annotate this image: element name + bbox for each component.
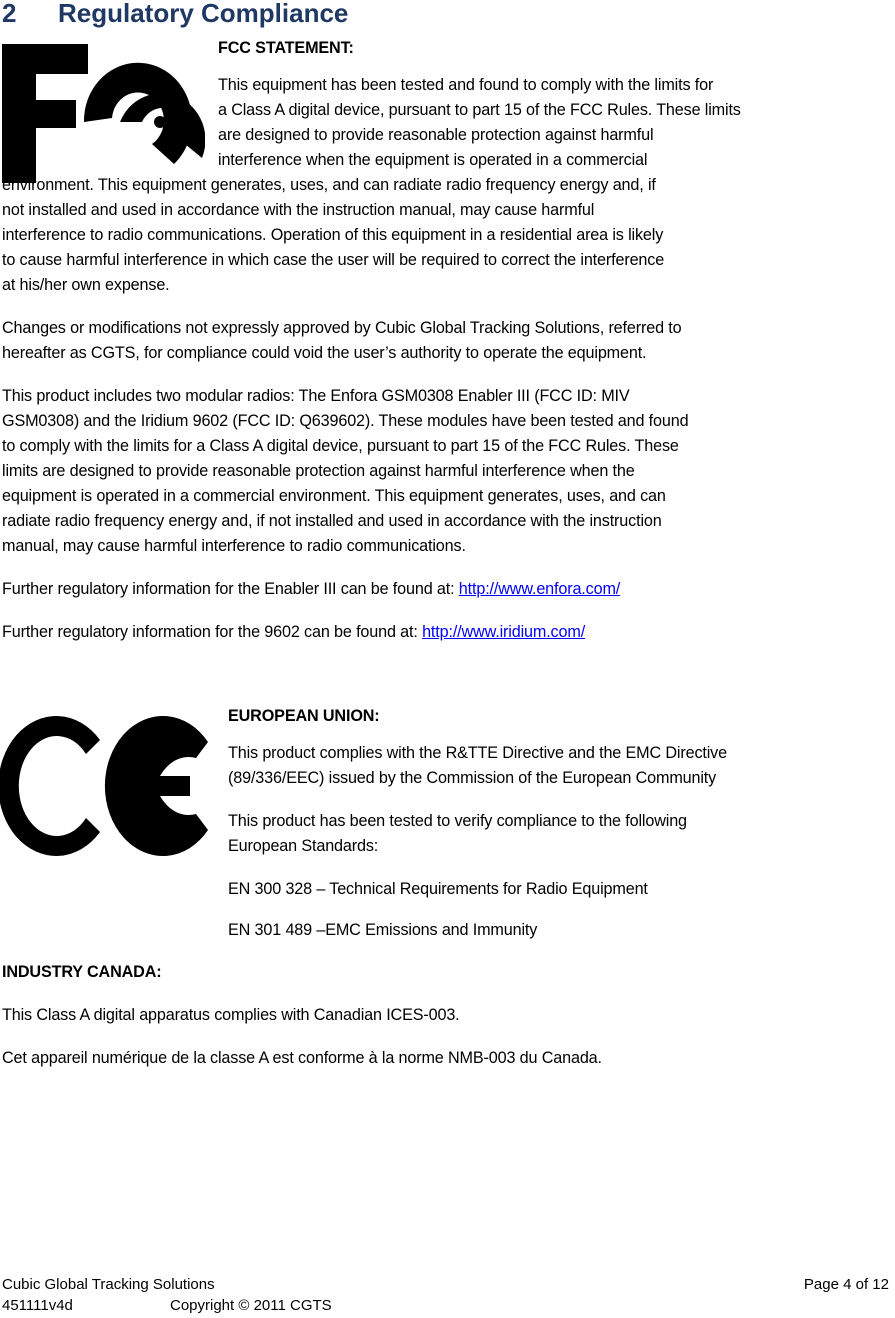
fcc-para3-line: radiate radio frequency energy and, if not installed and used in accordance with the instruction — [2, 512, 662, 530]
fcc-para1-line: environment. This equipment generates, uses, and can radiate radio frequency energy and, if — [2, 176, 656, 194]
fcc-para2-line: Changes or modifications not expressly approved by Cubic Global Tracking Solutions, referred to — [2, 319, 682, 337]
eu-standard-2: EN 301 489 –EMC Emissions and Immunity — [228, 921, 538, 939]
eu-para2-line: European Standards: — [228, 837, 379, 855]
fcc-para1-line: a Class A digital device, pursuant to part 15 of the FCC Rules. These limits — [218, 101, 741, 119]
enabler-info-text: Further regulatory information for the Enabler III can be found at: — [2, 580, 459, 598]
footer-copyright: Copyright © 2011 CGTS — [170, 1297, 332, 1314]
iridium-info-line — [2, 620, 585, 645]
fcc-para2-line: hereafter as CGTS, for compliance could void the user’s authority to operate the equipment. — [2, 344, 647, 362]
fcc-para3-line: to comply with the limits for a Class A digital device, pursuant to part 15 of the FCC Rules. These — [2, 437, 679, 455]
canada-line-2: Cet appareil numérique de la classe A est conforme à la norme NMB-003 du Canada. — [2, 1049, 602, 1067]
section-heading — [2, 0, 348, 29]
iridium-info-text: Further regulatory information for the 9602 can be found at: — [2, 623, 423, 641]
fcc-para1-line: at his/her own expense. — [2, 276, 170, 294]
canada-line-1: This Class A digital apparatus complies with Canadian ICES-003. — [2, 1006, 460, 1024]
eu-heading: EUROPEAN UNION: — [228, 707, 380, 725]
fcc-para3-line: This product includes two modular radios: The Enfora GSM0308 Enabler III (FCC ID: MIV — [2, 387, 630, 405]
footer-company: Cubic Global Tracking Solutions — [2, 1276, 215, 1293]
eu-standard-1: EN 300 328 – Technical Requirements for Radio Equipment — [228, 880, 648, 898]
section-number: 2 — [2, 0, 17, 28]
fcc-para1-line: not installed and used in accordance with the instruction manual, may cause harmful — [2, 201, 595, 219]
fcc-para3-line: equipment is operated in a commercial environment. This equipment generates, uses, and can — [2, 487, 666, 505]
eu-para2-line: This product has been tested to verify compliance to the following — [228, 812, 687, 830]
iridium-link[interactable]: http://www.iridium.com/ — [422, 623, 586, 641]
eu-para1-line: This product complies with the R&TTE Directive and the EMC Directive — [228, 744, 727, 762]
fcc-para3-line: limits are designed to provide reasonable protection against harmful interference when the — [2, 462, 635, 480]
footer-doc-id: 451111v4d — [2, 1297, 73, 1314]
fcc-heading: FCC STATEMENT: — [218, 39, 354, 57]
canada-heading: INDUSTRY CANADA: — [2, 963, 162, 981]
fcc-logo-icon — [0, 40, 205, 185]
enabler-info-line — [2, 577, 620, 602]
fcc-para3-line: GSM0308) and the Iridium 9602 (FCC ID: Q639602). These modules have been tested and found — [2, 412, 689, 430]
footer-page-number: Page 4 of 12 — [803, 1276, 889, 1293]
eu-para1-line: (89/336/EEC) issued by the Commission of the European Community — [228, 769, 717, 787]
section-title: Regulatory Compliance — [58, 0, 349, 28]
ce-mark-logo-icon — [0, 708, 212, 863]
fcc-para1-line: This equipment has been tested and found to comply with the limits for — [218, 76, 714, 94]
fcc-para1-line: interference to radio communications. Operation of this equipment in a residential area is likely — [2, 226, 664, 244]
fcc-para3-line: manual, may cause harmful interference to radio communications. — [2, 537, 466, 555]
fcc-para1-line: are designed to provide reasonable protection against harmful — [218, 126, 654, 144]
enfora-link[interactable]: http://www.enfora.com/ — [458, 580, 621, 598]
fcc-para1-line: to cause harmful interference in which case the user will be required to correct the interference — [2, 251, 665, 269]
fcc-para1-line: interference when the equipment is operated in a commercial — [218, 151, 648, 169]
